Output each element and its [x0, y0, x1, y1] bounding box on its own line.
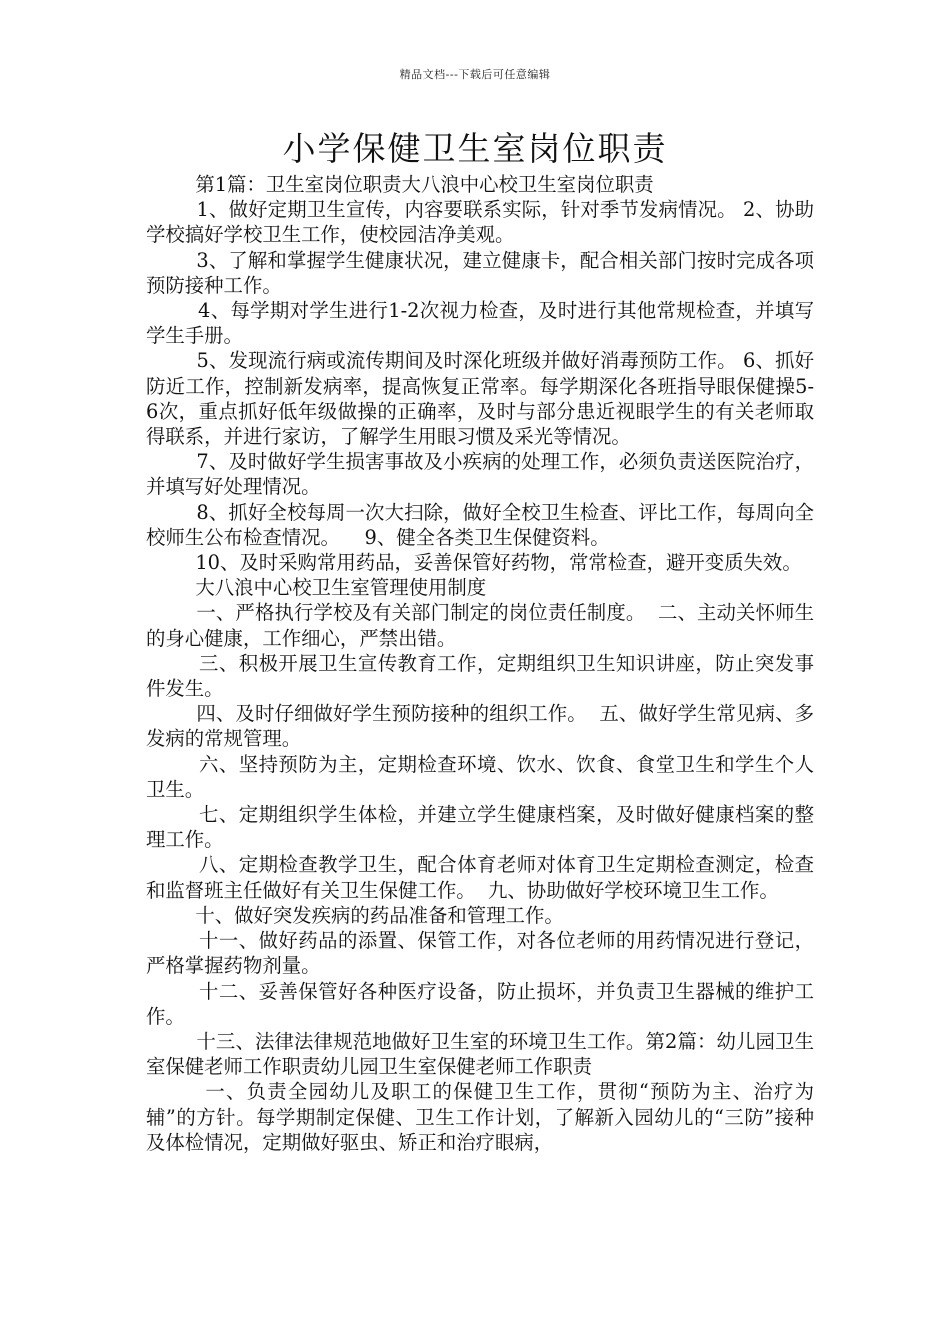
paragraph: 十一、做好药品的添置、保管工作，对各位老师的用药情况进行登记，严格掌握药物剂量。	[146, 929, 815, 978]
document-title: 小学保健卫生室岗位职责	[282, 129, 668, 168]
page-header-note: 精品文档---下载后可任意编辑	[399, 68, 551, 81]
paragraph: 八、定期检查教学卫生，配合体育老师对体育卫生定期检查测定，检查和监督班主任做好有关卫生保健工作。 九、协助做好学校环境卫生工作。	[146, 853, 815, 902]
paragraph: 4、每学期对学生进行1-2次视力检查，及时进行其他常规检查，并填写学生手册。	[146, 299, 815, 348]
paragraph: 四、及时仔细做好学生预防接种的组织工作。 五、做好学生常见病、多发病的常规管理。	[146, 702, 815, 751]
paragraph: 7、及时做好学生损害事故及小疾病的处理工作，必须负责送医院治疗，并填写好处理情况。	[146, 450, 814, 499]
paragraph: 第1篇：卫生室岗位职责大八浪中心校卫生室岗位职责	[146, 173, 654, 196]
paragraph: 七、定期组织学生体检，并建立学生健康档案，及时做好健康档案的整理工作。	[146, 803, 815, 852]
paragraph: 一、负责全园幼儿及职工的保健卫生工作，贯彻“预防为主、治疗为辅”的方针。每学期制定保健、卫生工作计划，了解新入园幼儿的“三防”接种及体检情况，定期做好驱虫、矫正和治疗眼病，	[146, 1080, 814, 1154]
document-body	[146, 172, 814, 1155]
paragraph: 三、积极开展卫生宣传教育工作，定期组织卫生知识讲座，防止突发事件发生。	[146, 651, 815, 701]
paragraph: 5、发现流行病或流传期间及时深化班级并做好消毒预防工作。 6、抓好防近工作，控制新发病率，提高恢复正常率。每学期深化各班指导眼保健操5-6次，重点抓好低年级做操的正确率，及时与部分患近视眼学生的有关老师取得联系，并进行家访，了解学生用眼习惯及采光等情况。	[146, 349, 815, 449]
paragraph: 六、坚持预防为主，定期检查环境、饮水、饮食、食堂卫生和学生个人卫生。	[146, 752, 815, 801]
paragraph: 十二、妥善保管好各种医疗设备，防止损坏，并负责卫生器械的维护工作。	[146, 979, 815, 1028]
paragraph: 10、及时采购常用药品，妥善保管好药物，常常检查，避开变质失效。	[146, 551, 802, 575]
paragraph: 十三、法律法律规范地做好卫生室的环境卫生工作。第2篇：幼儿园卫生室保健老师工作职责幼儿园卫生室保健老师工作职责	[146, 1029, 814, 1079]
paragraph: 8、抓好全校每周一次大扫除，做好全校卫生检查、评比工作，每周向全校师生公布检查情况。 9、健全各类卫生保健资料。	[146, 500, 814, 549]
paragraph: 十、做好突发疾病的药品准备和管理工作。	[146, 903, 564, 927]
paragraph: 3、了解和掌握学生健康状况，建立健康卡，配合相关部门按时完成各项预防接种工作。	[146, 248, 814, 297]
paragraph: 一、严格执行学校及有关部门制定的岗位责任制度。 二、主动关怀师生的身心健康，工作细心，严禁出错。	[146, 601, 815, 650]
section-heading: 大八浪中心校卫生室管理使用制度	[146, 576, 487, 600]
paragraph: 1、做好定期卫生宣传，内容要联系实际，针对季节发病情况。 2、协助学校搞好学校卫生工作，使校园洁净美观。	[146, 198, 815, 247]
